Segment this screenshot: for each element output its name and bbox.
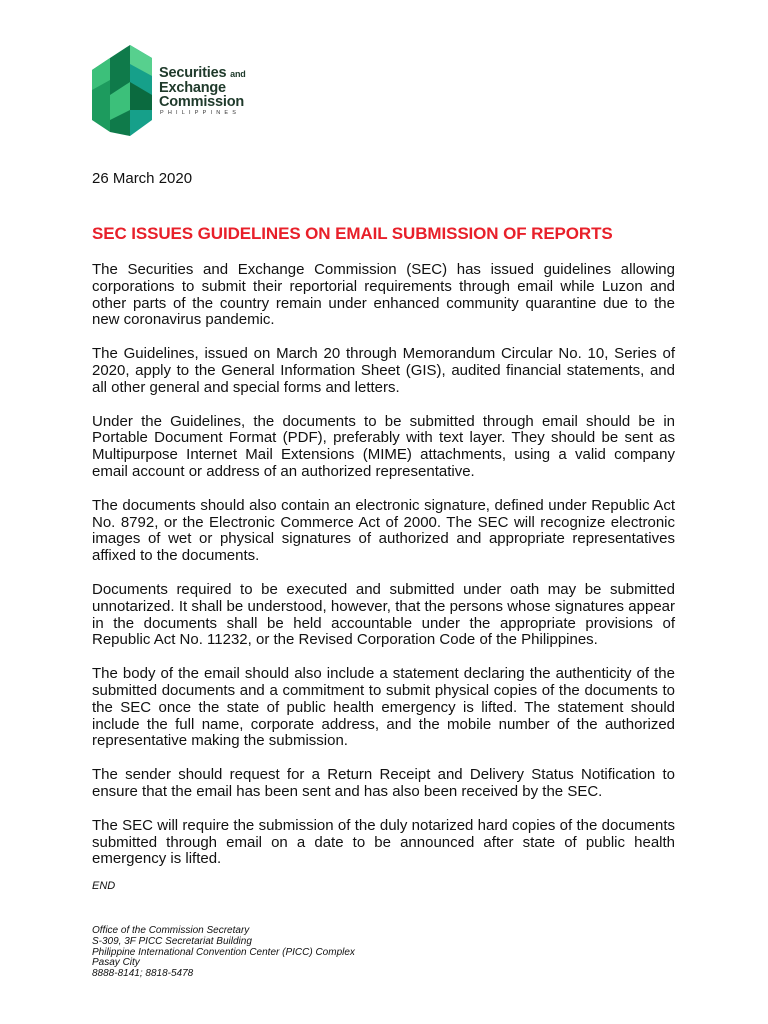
sec-building-icon: [92, 40, 158, 140]
paragraph: The body of the email should also include a statement declaring the authenticity of the submitted documents and a commitment to submit physical copies of the documents to the SEC once the state of public health emergency is lifted. The statement should include the full name, corporate address, and the mobile number of the authorized representative making the submission.: [92, 665, 675, 750]
footer-center: Philippine International Convention Center (PICC) Complex: [92, 946, 355, 958]
paragraph: Documents required to be executed and submitted under oath may be submitted unnotarized. It shall be understood, however, that the persons whose signatures appear in the documents shall be held accountable under the appropriate provisions of Republic Act No. 11232, or the Revised Corporation Code of the Philippines.: [92, 580, 675, 649]
paragraph: The Securities and Exchange Commission (SEC) has issued guidelines allowing corporations to submit their reportorial requirements through email while Luzon and other parts of the country remain under enhanced community quarantine due to the new coronavirus pandemic.: [92, 261, 675, 329]
paragraph: The sender should request for a Return Receipt and Delivery Status Notification to ensure that the email has been sent and has also been received by the SEC.: [92, 766, 675, 800]
logo-line1: Securities: [159, 65, 227, 81]
footer-phones: 8888-8141; 8818-5478: [92, 968, 194, 980]
press-date: 26 March 2020: [92, 170, 193, 187]
headline: SEC ISSUES GUIDELINES ON EMAIL SUBMISSION OF REPORTS: [92, 224, 613, 243]
paragraph: The Guidelines, issued on March 20 through Memorandum Circular No. 10, Series of 2020, apply to the General Information Sheet (GIS), audited financial statements, and all other general and special forms and letters.: [92, 345, 675, 396]
logo-subtitle: PHILIPPINES: [160, 110, 241, 116]
paragraph: Under the Guidelines, the documents to be submitted through email should be in Portable Document Format (PDF), preferably with text layer. They should be sent as Multipurpose Internet Mail Extensions (MIME) attachments, using a valid company email account or address of an authorized representative.: [92, 412, 675, 480]
footer-address: [92, 926, 355, 980]
footer-office: Office of the Commission Secretary: [92, 925, 250, 936]
logo-wordmark: [159, 66, 246, 109]
logo-line2: Exchange: [159, 80, 226, 96]
paragraph: The SEC will require the submission of the duly notarized hard copies of the documents submitted through email on a date to be announced after state of public health emergency is lifted.: [92, 816, 675, 868]
end-marker: END: [92, 880, 116, 892]
article-body: [92, 262, 675, 885]
sec-logo: [92, 40, 252, 140]
footer-city: Pasay City: [92, 957, 140, 969]
footer-room: S-309, 3F PICC Secretariat Building: [92, 935, 252, 947]
paragraph: The documents should also contain an electronic signature, defined under Republic Act No. 8792, or the Electronic Commerce Act of 2000. The SEC will recognize electronic images of wet or physical signatures of authorized and appropriate representatives affixed to the documents.: [92, 496, 675, 565]
logo-line3: Commission: [159, 94, 245, 110]
logo-line1-small: and: [230, 69, 246, 79]
